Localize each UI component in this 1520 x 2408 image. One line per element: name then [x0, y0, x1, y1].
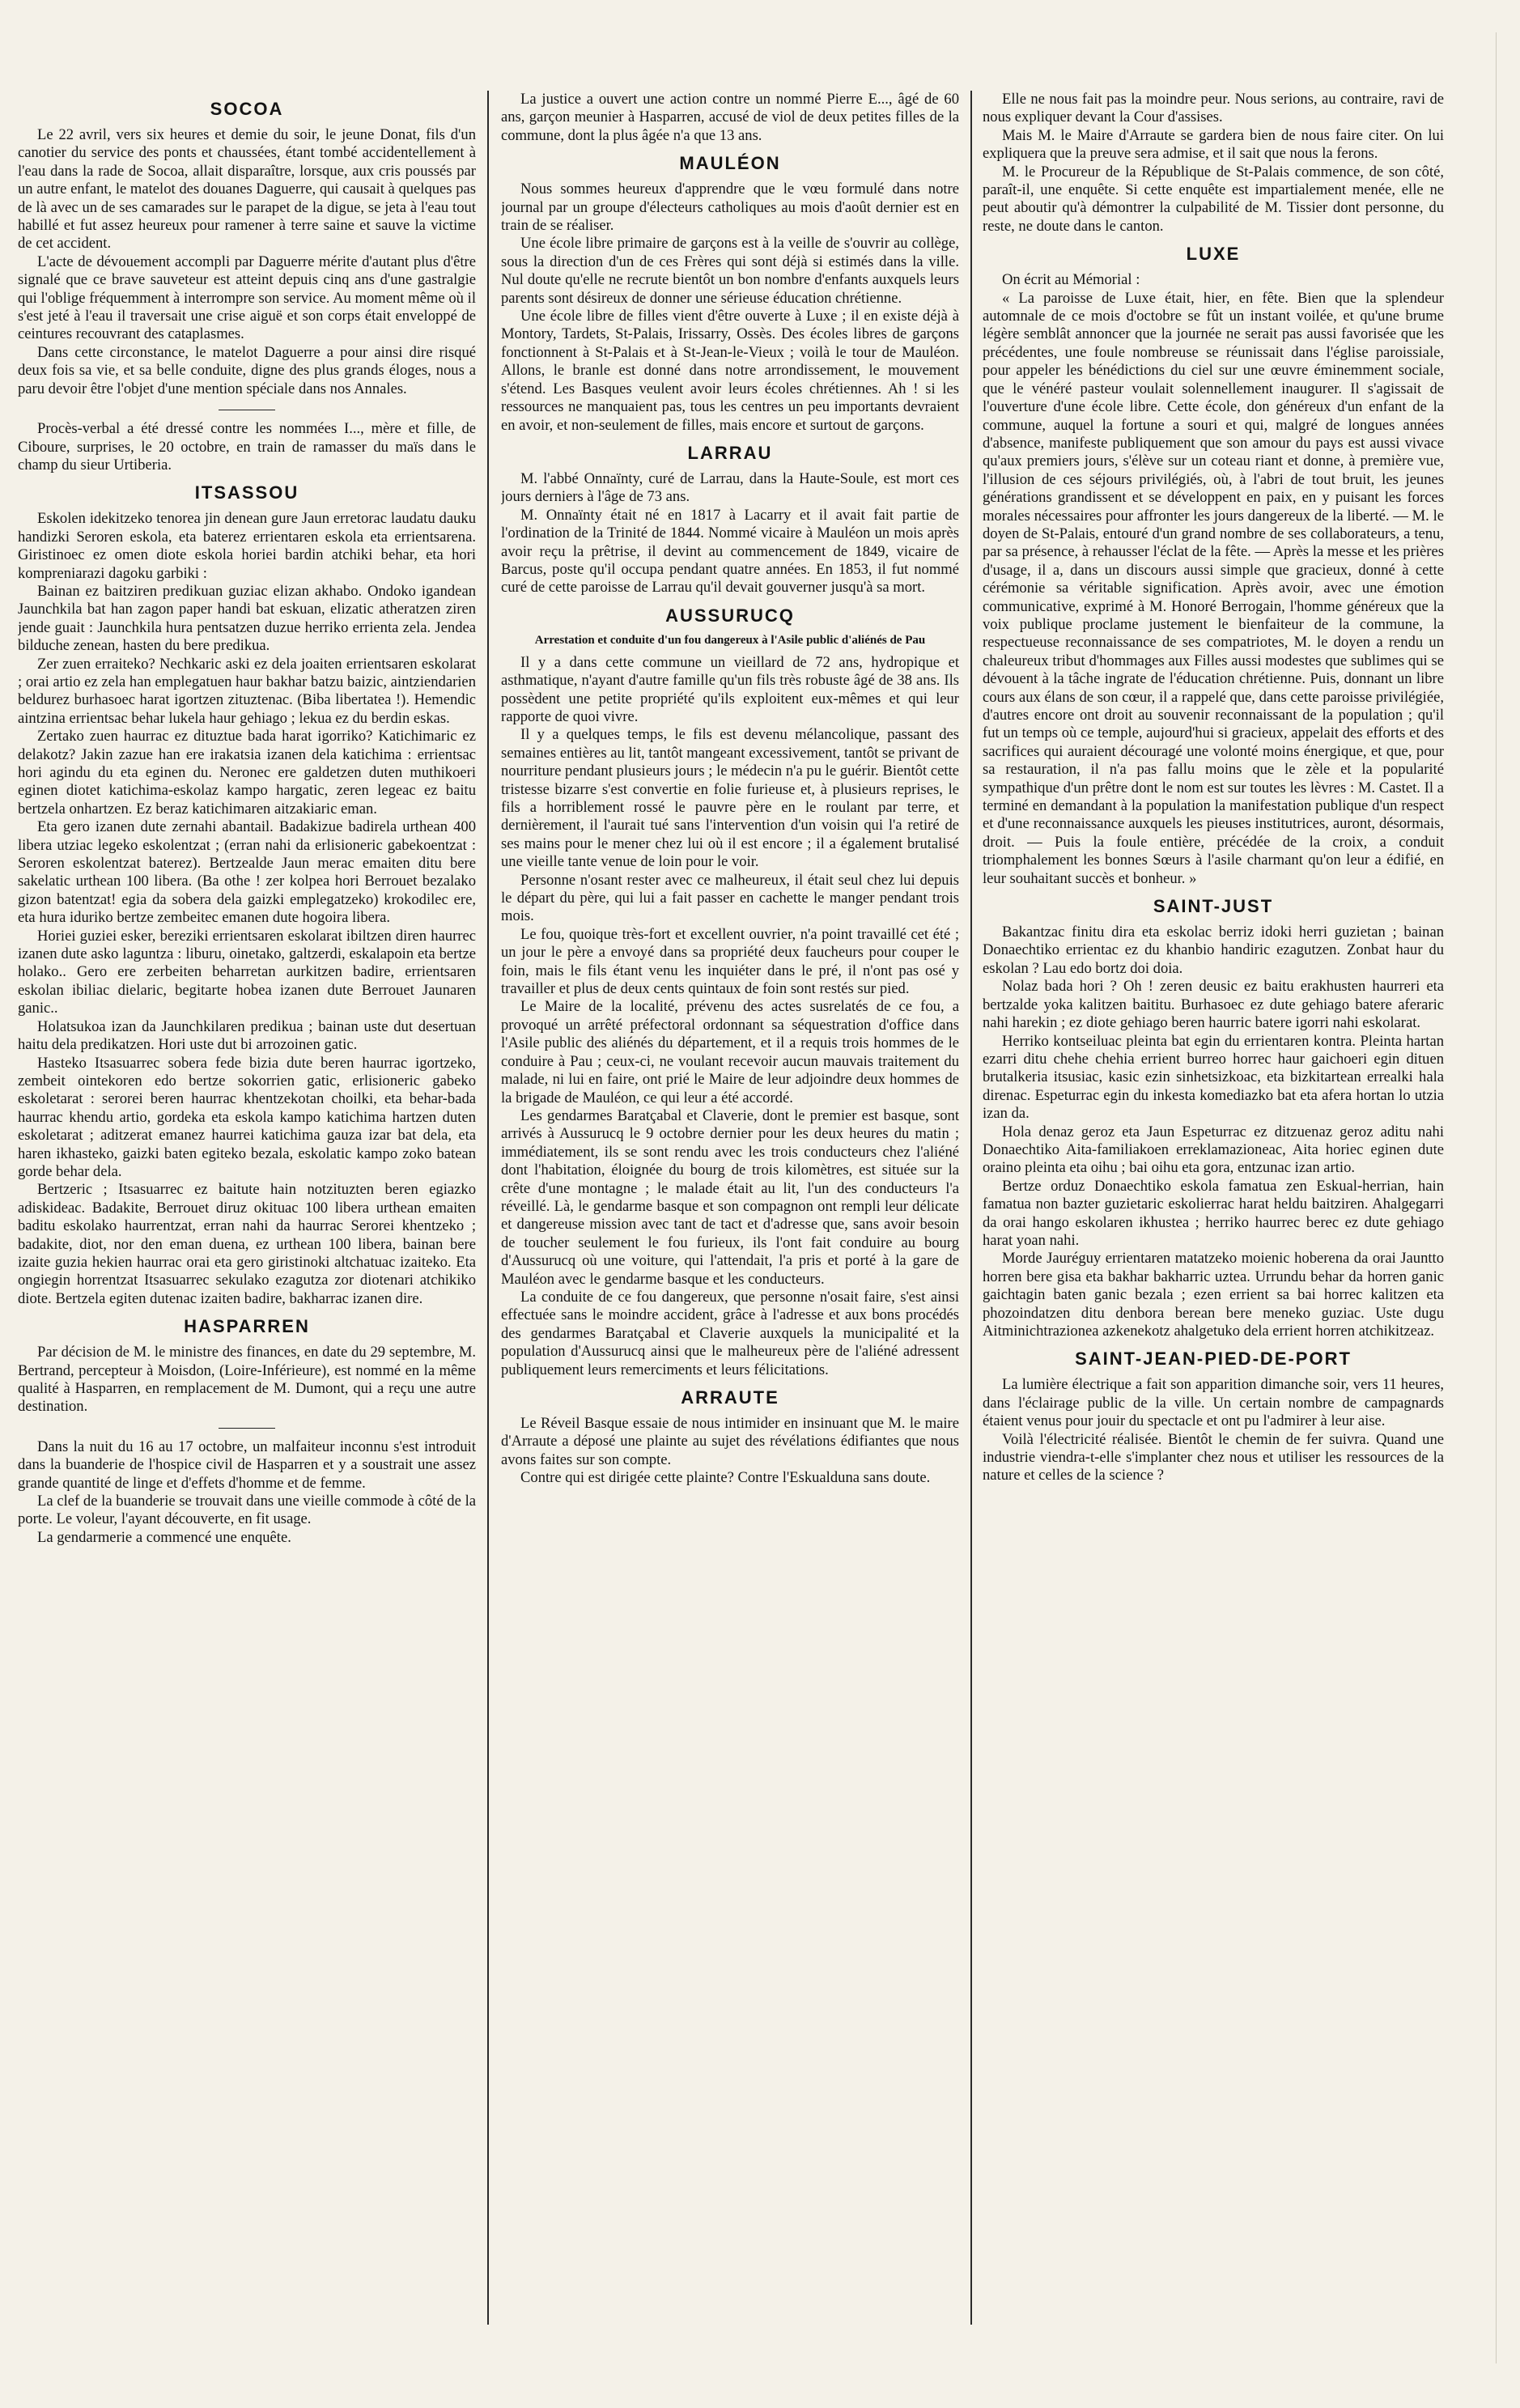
article-paragraph: La conduite de ce fou dangereux, que personne n'osait faire, s'est ainsi effectuée sans le moindre accident, grâce à l'adresse et aux bons procédés des gendarmes Baratçabal et Claverie auxquels la municipalité et la population d'Aussurucq ainsi que le malheureux père de l'aliéné adressent publiquement leurs remerciments et leurs félicitations.: [501, 1288, 959, 1378]
article-paragraph: Eta gero izanen dute zernahi abantail. Badakizue badirela urthean 400 libera utziac legeko eskolentzat ; (erran nahi da erlisioneric gabekoentzat : Seroren eskolentzat baterez). Bertzealde Jaun merac emaiten ditu bere sakelatic urthean 100 libera. (Ba othe ! zer kolpea hori Berrouet bezalako gizon batentzat! egia da sobera dela gaizki emplegatzeko) krokodilec ere, eta hura iduriko bertze zembeitec emanen dute hogoira libera.: [18, 818, 476, 927]
article-paragraph: La justice a ouvert une action contre un nommé Pierre E..., âgé de 60 ans, garçon meunier à Hasparren, accusé de viol de deux petites filles de la commune, dont la plus âgée n'a que 13 ans.: [501, 91, 959, 144]
article-paragraph: La lumière électrique a fait son apparition dimanche soir, vers 11 heures, dans l'éclairage public de la ville. Un certain nombre de campagnards étaient venus pour jouir du spectacle et ont pu l'admirer à leur aise.: [983, 1376, 1444, 1430]
section-heading: ITSASSOU: [194, 482, 299, 503]
article-paragraph: Le Réveil Basque essaie de nous intimider en insinuant que M. le maire d'Arraute a déposé une plainte au sujet des révélations édifiantes que nous avons faites sur son compte.: [501, 1415, 959, 1468]
article-paragraph: Mais M. le Maire d'Arraute se gardera bien de nous faire citer. On lui expliquera que la preuve sera admise, et il sait que nous la ferons.: [983, 126, 1444, 163]
section-heading: HASPARREN: [184, 1316, 310, 1337]
article-paragraph: Personne n'osant rester avec ce malheureux, il était seul chez lui depuis le départ du père, qui lui a fait passer en cachette le manger pendant trois mois.: [501, 871, 959, 925]
article-paragraph: On écrit au Mémorial :: [1002, 271, 1140, 289]
column-rule: [970, 91, 972, 2325]
section-heading: LUXE: [1186, 244, 1241, 265]
section-heading: SAINT-JEAN-PIED-DE-PORT: [1075, 1348, 1352, 1370]
article-paragraph: La clef de la buanderie se trouvait dans une vieille commode à côté de la porte. Le voleur, l'ayant découverte, en fit usage.: [18, 1493, 476, 1528]
article-paragraph: La gendarmerie a commencé une enquête.: [37, 1528, 291, 1546]
article-paragraph: Bertze orduz Donaechtiko eskola famatua zen Eskual-herrian, hain famatua non bazter guzietaric eskolierrac harat heldu baitziren. Ahalgegarri da orai hango eskolaren ikhustea ; herriko haurrec berec ez dute gehiago harat yoan nahi.: [983, 1177, 1444, 1249]
article-paragraph: Horiei guziei esker, bereziki errientsaren eskolarat ibiltzen diren haurrec izanen dute asko laguntza : liburu, oinetako, galtzerdi, eskalapoin eta bertze holako.. Gero ere zerbeiten beharretan aurkitzen badire, errientsaren eskolan ibiliac dielaric, begitarte hobea izanen dute Berrouet Jaunaren ganic..: [18, 927, 476, 1017]
article-paragraph: Hasteko Itsasuarrec sobera fede bizia dute beren haurrac igortzeko, zembeit ointekoren edo bertze sokorrien gatic, erlisioneric gabeko eskoletarat : serorei beren haurrac khentzekotan choilki, eta behar-bada haurrac khendu artio, gordeka eta eskola kampo katichima hartzen duten eskoletarat ; aditzerat emanez haurrei katichima gauza izar bat dela, eta haren ikhasteko, gaizki baten egiteko bezala, eskolatic kampo zoko batean gorde behar dela.: [18, 1054, 476, 1180]
section-separator: [219, 1428, 275, 1429]
article-paragraph: Elle ne nous fait pas la moindre peur. Nous serions, au contraire, ravi de nous expliquer devant la Cour d'assises.: [983, 91, 1444, 126]
column-3: [983, 91, 1444, 2325]
section-heading: SOCOA: [210, 99, 284, 119]
column-rule: [487, 91, 489, 2325]
article-paragraph: Voilà l'électricité réalisée. Bientôt le chemin de fer suivra. Quand une industrie viendra-t-elle s'implanter chez nous et utiliser les ressources de la nature et celles de la science ?: [983, 1430, 1444, 1484]
article-paragraph: Nolaz bada hori ? Oh ! zeren deusic ez baitu erakhusten haurreri eta bertzalde yoka kalitzen baititu. Burhasoec ez dute gehiago batere aferaric nahi harekin ; ez diote gehiago beren haurric batere igorri nahi eskolarat.: [983, 978, 1444, 1032]
article-paragraph: Le Maire de la localité, prévenu des actes susrelatés de ce fou, a provoqué un arrêté préfectoral ordonnant sa séquestration d'office dans l'Asile public des aliénés du département, et il a requis trois hommes de le conduire à Pau ; ceux-ci, ne voulant recevoir aucun mauvais traitement du malade, ni lui en faire, ont prié le Maire de leur adjoindre deux hommes de la brigade de Mauléon, ce qui leur a été accordé.: [501, 998, 959, 1106]
article-paragraph: Par décision de M. le ministre des finances, en date du 29 septembre, M. Bertrand, percepteur à Moisdon, (Loire-Inférieure), est nommé en la même qualité à Hasparren, en remplacement de M. Dumont, qui a reçu une autre destination.: [18, 1344, 476, 1416]
article-paragraph: L'acte de dévouement accompli par Daguerre mérite d'autant plus d'être signalé que ce brave sauveteur est atteint depuis cinq ans d'une gastralgie qui l'oblige fréquemment à interrompre son service. Au moment même où il s'est jeté à l'eau il traversait une crise aiguë et son corps était enveloppé de ceintures recouvrant des cataplasmes.: [18, 253, 476, 343]
article-paragraph: M. l'abbé Onnaïnty, curé de Larrau, dans la Haute-Soule, est mort ces jours derniers à l'âge de 73 ans.: [501, 469, 959, 506]
section-heading: AUSSURUCQ: [665, 605, 795, 626]
article-paragraph: Hola denaz geroz eta Jaun Espeturrac ez ditzuenaz geroz aditu nahi Donaechtiko Aita-familiakoen erreklamazioneac, Aita horiec eginen dute oraino pleinta eta oihu ; bai oihu eta gora, entzunac izan artio.: [983, 1123, 1444, 1177]
article-paragraph: Il y a quelques temps, le fils est devenu mélancolique, passant des semaines entières au lit, tantôt mangeant excessivement, tantôt se privant de nourriture pendant plusieurs jours ; le médecin n'a pu le guérir. Bientôt cette tristesse bizarre s'est convertie en folie furieuse et, à plusieurs reprises, le fils a horriblement rossé le pauvre père en le roulant par terre, et dernièrement, il l'aurait tué sans l'intervention d'un voisin qui l'a retiré de ses mains pour le mener chez lui où il est encore ; il a également brutalisé une vieille tante venue de loin pour le voir.: [501, 726, 959, 871]
section-heading: MAULÉON: [679, 153, 781, 174]
article-paragraph: Dans cette circonstance, le matelot Daguerre a pour ainsi dire risqué deux fois sa vie, et sa belle conduite, digne des plus grands éloges, nous a paru devoir être l'objet d'une mention spéciale dans nos Annales.: [18, 343, 476, 397]
section-heading: SAINT-JUST: [1153, 896, 1274, 917]
article-subheading: Arrestation et conduite d'un fou dangereux à l'Asile public d'aliénés de Pau: [534, 633, 926, 647]
article-paragraph: M. Onnaïnty était né en 1817 à Lacarry et il avait fait partie de l'ordination de la Trinité de 1844. Nommé vicaire à Mauléon un mois après avoir reçu la prêtrise, il devint au commencement de 1849, vicaire de Barcus, poste qu'il occupa pendant quatre années. En 1853, il fut nommé curé de cette paroisse de Larrau qu'il devait gouverner jusqu'à sa mort.: [501, 506, 959, 597]
article-paragraph: M. le Procureur de la République de St-Palais commence, de son côté, paraît-il, une enquête. Si cette enquête est impartialement menée, elle ne peut aboutir qu'à démontrer la culpabilité de M. Tissier dont personne, du reste, ne doute dans le canton.: [983, 163, 1444, 235]
article-paragraph: Bakantzac finitu dira eta eskolac berriz idoki herri guzietan ; bainan Donaechtiko errientac ez du khanbio handiric ezagutzen. Zonbat haur du eskolan ? Lau edo bortz doi doia.: [983, 924, 1444, 977]
article-paragraph: Zer zuen erraiteko? Nechkaric aski ez dela joaiten errientsaren eskolarat ; orai artio ez zela han emplegatuen haur bakhar batzu baizic, aintziendarien beldurez burhasoec harat igortzen zituztenac. (Biba libertatea !). Hemendic aintzina errientsac behar lukela haur gehiago ; lekua ez du berdin eskas.: [18, 655, 476, 727]
article-paragraph: Contre qui est dirigée cette plainte? Contre l'Eskualduna sans doute.: [520, 1469, 931, 1487]
article-paragraph: Le fou, quoique très-fort et excellent ouvrier, n'a point travaillé cet été ; un jour le père a envoyé dans sa propriété deux faucheurs pour couper le foin, mais le fils étant venu les inquiéter dans le pré, il n'ont pas osé y travailler et plus de deux cents quintaux de foin sont restés sur pied.: [501, 925, 959, 998]
newspaper-page: [18, 91, 1483, 2325]
article-paragraph: Nous sommes heureux d'apprendre que le vœu formulé dans notre journal par un groupe d'électeurs catholiques au mois d'août dernier est en train de se réaliser.: [501, 180, 959, 235]
article-paragraph: Herriko kontseiluac pleinta bat egin du errientaren kontra. Pleinta hartan ezarri ditu chehe chehia errient burreo horrec haur gaichoeri egin dituen brutalkeria itsusiac, kasic ezin sinhetsizkoac, eta bizkitartean errealki hala direnac. Espeturrac egin du inkesta komediazko bat eta afera hortan lo utzia izan da.: [983, 1032, 1444, 1123]
article-paragraph: Holatsukoa izan da Jaunchkilaren predikua ; bainan uste dut desertuan haitu dela predikatzen. Hori uste dut bi arrozoinen gatic.: [18, 1017, 476, 1054]
article-paragraph: Morde Jauréguy errientaren matatzeko moienic hoberena da orai Jauntto horren bere gisa eta bakhar bakharric uztea. Urrundu behar da horren ganic gaichtagin baten ganic bezala ; ezen errient sa bai horrec kalitzen eta phozoindatzen ditu denbora berean bere meneko guziac. Uste dugu Aitminichtrazionea azkenekotz ahalgetuko dela errient horren atchikitzeaz.: [983, 1250, 1444, 1340]
section-heading: ARRAUTE: [681, 1387, 779, 1408]
article-paragraph: Bainan ez baitziren predikuan guziac elizan akhabo. Ondoko igandean Jaunchkila bat han zagon paper handi bat eskuan, elizatic atheratzen ziren jende guait : Jaunchkila hura pentsatzen duzue herriko errienta zela. Jendea bilduche zenean, hasten du bere predikua.: [18, 582, 476, 655]
article-paragraph: Zertako zuen haurrac ez dituztue bada harat igorriko? Katichimaric ez delakotz? Jakin zazue han ere irakatsia izanen dela katichima : errientsac hori agindu du eta eginen du. Neronec ere galdetzen duten muthikoeri eginen diotet katichima-eskolaz kampo hargatic, zeren legeac ez baitu bertzela onhartzen. Ez beraz katichimaren aitzakiaric eman.: [18, 728, 476, 818]
article-paragraph: Procès-verbal a été dressé contre les nommées I..., mère et fille, de Ciboure, surprises, le 20 octobre, en train de ramasser du maïs dans le champ du sieur Urtiberia.: [18, 420, 476, 474]
column-1: [18, 91, 476, 2325]
article-paragraph: Une école libre primaire de garçons est à la veille de s'ouvrir au collège, sous la direction d'un de ces Frères qui sont déjà si estimés dans la ville. Nul doute qu'elle ne recrute bientôt un bon nombre d'enfants auxquels leurs parents sont désireux de donner une sérieuse éducation chrétienne.: [501, 235, 959, 307]
article-paragraph: Dans la nuit du 16 au 17 octobre, un malfaiteur inconnu s'est introduit dans la buanderie de l'hospice civil de Hasparren et y a soustrait une assez grande quantité de linge et d'effets d'homme et de femme.: [18, 1438, 476, 1492]
article-paragraph: Les gendarmes Baratçabal et Claverie, dont le premier est basque, sont arrivés à Aussurucq le 9 octobre dernier pour les deux heures du matin ; immédiatement, ils se sont rendu avec les trois conducteurs chez l'aliéné dont l'habitation, éloignée du bourg de trois kilomètres, est située sur la crête d'une montagne ; le malade était au lit, l'un des conducteurs l'a réveillé. Là, le gendarme basque et son compagnon ont rempli leur délicate et dangereuse mission avec tant de tact et d'adresse que, sans avoir besoin de toucher seulement le fou furieux, ils l'ont fait conduire au bourg d'Aussurucq où une voiture, qui l'attendait, l'a pris et porté à la gare de Mauléon avec le gendarme basque et les conducteurs.: [501, 1106, 959, 1288]
article-paragraph: Bertzeric ; Itsasuarrec ez baitute hain notzituzten beren egiazko adiskideac. Badakite, Berrouet diruz okituac 100 libera urthean emaiten baditu eskolako haurrentzat, erran nahi da haurrac Serorei khentzeko ; badakite, diot, nor den eman duena, ez urthean 100 libera, bainan bere izaite guzia hekien haurrac orai eta gero giristinoki altchatuac izaiteko. Eta ongiegin horrentzat Itsasuarrec sekulako ezagutza zor diotenari atchikiko diote. Bertzela egiten dutenac izaiten badire, bakharrac izanen dire.: [18, 1181, 476, 1307]
section-heading: LARRAU: [687, 442, 773, 463]
article-paragraph: Une école libre de filles vient d'être ouverte à Luxe ; il en existe déjà à Montory, Tardets, St-Palais, Irissarry, Ossès. Des écoles libres de garçons fonctionnent à St-Palais et à St-Jean-le-Vieux ; voilà le tour de Mauléon. Allons, le branle est donné dans notre arrondissement, le mouvement s'étend. Les Basques veulent avoir leurs écoles chrétiennes. Ah ! si les ressources ne manquaient pas, tous les centres un peu importants devraient en avoir, et non-seulement de filles, mais encore et surtout de garçons.: [501, 308, 959, 434]
article-paragraph: « La paroisse de Luxe était, hier, en fête. Bien que la splendeur automnale de ce mois d'octobre se fût un instant voilée, et qu'une brume légère semblât annoncer que la journée ne serait pas aussi favorisée que les précédentes, une foule nombreuse se réunissait dans l'église paroissiale, pour appeler les bénédictions du ciel sur une œuvre éminemment sociale, que le vénéré pasteur voulait solennellement inaugurer. Il s'agissait de l'ouverture d'une école libre. Cette école, don généreux d'un enfant de la commune, auquel la fortune a souri et qui, malgré de longues années d'absence, manifeste publiquement que son amour du pays est aussi vivace qu'aux premiers jours, s'élève sur un coteau riant et donne, à première vue, l'illusion de ces séjours privilégiés, où, à l'abri de tout bruit, les jeunes générations grandissent et se développent en paix, en y puisant les forces morales nécessaires pour affronter les jours dangereux de la liberté. — M. le doyen de St-Palais, entouré d'un grand nombre de ses collaborateurs, a tenu, par sa présence, à rehausser l'éclat de la fête. — Après la messe et les prières d'usage, il a, dans un discours aussi simple que gracieux, donné à cette cérémonie sa véritable signification. Après avoir, avec une émotion communicative, exprimé à M. Honoré Berrogain, l'homme généreux que la voix publique proclame justement le bienfaiteur de la commune, la respectueuse reconnaissance de ses compatriotes, M. le doyen a rendu un chaleureux tribut d'hommages aux Filles aussi modestes que sublimes qui se dévouent à la tâche ingrate de l'éducation chrétienne. Puis, donnant un libre cours aux élans de son cœur, il a rappelé que, dans cette paroisse privilégiée, d'autres encore ont droit au souvenir reconnaissant de la population ; qu'il fut un temps où ce temple, aujourd'hui si gracieux, appelait des efforts et des sacrifices qui auraient découragé une volonté moins énergique, et que, pour sa restauration, il n'a pas fallu moins que le zèle et la popularité sympathique d'un prêtre dont le nom est sur toutes les lèvres : M. Castet. Il a terminé en demandant à la population la manifestation publique d'un respect et d'une reconnaissance auxquels les pieuses institutrices, auront, désormais, droit. — Puis la foule entière, précédée de la croix, a conduit triomphalement les bonnes Sœurs à l'asile charmant qu'on leur a édifié, en leur souhaitant succès et bonheur. »: [983, 289, 1444, 887]
article-paragraph: Le 22 avril, vers six heures et demie du soir, le jeune Donat, fils d'un canotier du service des ponts et chaussées, étant tombé accidentellement à l'eau dans la rade de Socoa, allait disparaître, lorsque, aux cris poussés par un autre enfant, le matelot des douanes Daguerre, qui causait à quelques pas de là avec un de ses camarades sur le parapet de la digue, se jeta à l'eau tout habillé et fut assez heureux pour ramener à terre saine et sauve la victime de cet accident.: [18, 126, 476, 253]
article-paragraph: Il y a dans cette commune un vieillard de 72 ans, hydropique et asthmatique, n'ayant d'autre famille qu'un fils très robuste âgé de 38 ans. Ils possèdent une petite propriété qu'ils exploitent eux-mêmes et qui leur rapporte de quoi vivre.: [501, 653, 959, 725]
article-paragraph: Eskolen idekitzeko tenorea jin denean gure Jaun erretorac laudatu dauku handizki Seroren eskola, eta baterez errientaren eskola eta errientsarena. Giristinoec ez omen diote eskola horiei bardin atchiki behar, eta hori kompreniarazi dagoku garbiki :: [18, 510, 476, 582]
page-edge: [1496, 32, 1508, 2363]
column-2: [501, 91, 959, 2325]
